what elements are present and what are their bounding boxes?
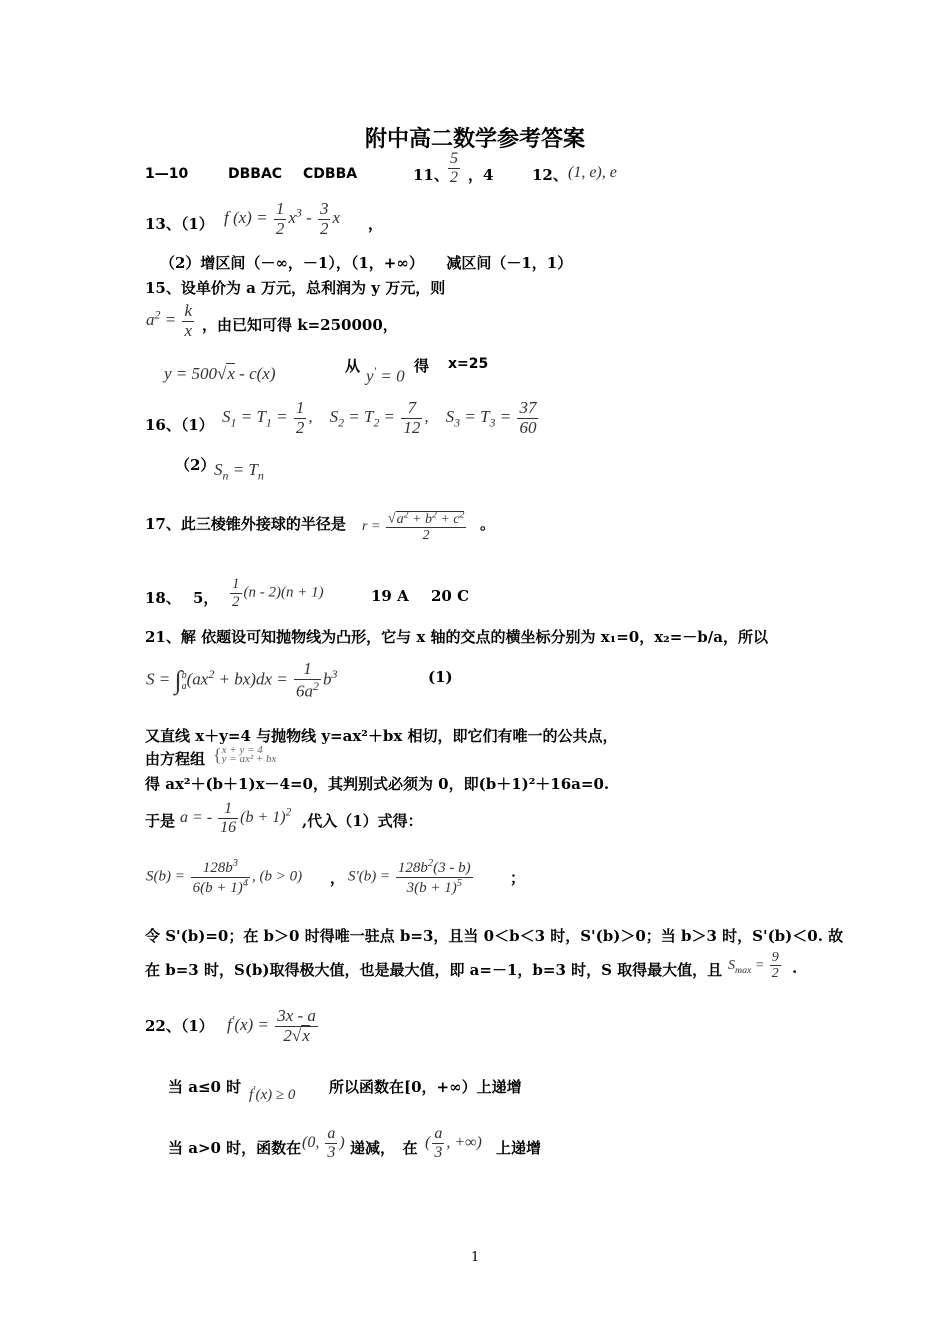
q19-answer: 19 A xyxy=(371,587,409,605)
q21-area-integral: S = ∫b $a(ax^2 + bx)dx$ = $\frac{1}{6a^2}$ $b^3$ xyxy=(146,659,338,701)
q13-label: 13、（1） xyxy=(145,215,214,233)
q21-tangent-text: 又直线 x＋y=4 与抛物线 y=ax²＋bx 相切，即它们有唯一的公共点， xyxy=(145,727,618,745)
q21-end: . xyxy=(792,959,798,977)
answers-6-10: CDBBA xyxy=(303,166,358,182)
q17-text: 17、此三棱锥外接球的半径是 xyxy=(145,515,346,533)
q15-de: 得 xyxy=(414,357,430,375)
q15-profit-formula: y = 500√x - c(x) xyxy=(164,364,276,383)
q16-part2-formula: $S_n = T_n$ xyxy=(214,460,264,483)
q15-result: x=25 xyxy=(448,356,489,372)
q22-label: 22、（1） xyxy=(145,1017,214,1035)
q16-part2-label: （2） xyxy=(175,456,216,474)
q15-derivative-zero: y′ = 0 xyxy=(366,364,405,386)
q15-given: ，由已知可得 k=250000， xyxy=(202,316,398,334)
q15-from: 从 xyxy=(345,357,361,375)
q12-answer: (1, e), e xyxy=(568,164,617,181)
q21-s-max: $S_{max}$ = $\frac{9}{2}$ xyxy=(728,950,779,982)
q11-fraction: $\frac{5}{2}$ xyxy=(450,150,458,186)
q21-conclusion-1: 令 S'(b)=0；在 b＞0 时得唯一驻点 b=3，且当 0＜b＜3 时，S'(b)＞0；当 b＞3 时，S'(b)＜0. 故 xyxy=(145,927,844,945)
q18-first-answer: 5， xyxy=(193,589,219,607)
q22-derivative: f′(x) = $\frac{3x - a}{2√x}$ xyxy=(227,1006,316,1045)
q11-second-answer: ，4 xyxy=(468,166,494,184)
q15-relation: $a^2$ = $\frac{k}{x}$ xyxy=(146,301,192,340)
q22-interval-increasing: ( $\frac{a}{3}$ , +∞) xyxy=(425,1125,482,1161)
q21-sub-suffix: ,代入（1）式得： xyxy=(302,812,423,830)
q22-case1-formula: f′(x) ≥ 0 xyxy=(249,1085,296,1103)
q22-case2-suffix: 上递增 xyxy=(496,1139,542,1157)
q21-conclusion-2: 在 b=3 时，S(b)取得极大值，也是最大值，即 a=－1，b=3 时，S 取得最大值，且 xyxy=(145,961,723,979)
q21-s-of-b: S(b) = $\frac{128b^3}{6(b + 1)^4}$ , (b > 0) xyxy=(146,858,303,896)
q16-part1-formulas: $S_1 = T_1$ = $\frac{1}{2}$ , $S_2 = T_2$ = $\frac{7}{12}$ , $S_3 = T_3$ = $\frac{37}{60}$ xyxy=(222,398,537,437)
q20-answer: 20 C xyxy=(431,587,470,605)
q17-end: 。 xyxy=(480,515,496,533)
page-title: 附中高二数学参考答案 xyxy=(365,126,586,152)
q21-intro: 21、解 依题设可知抛物线为凸形，它与 x 轴的交点的横坐标分别为 x₁=0，x₂=－b/a，所以 xyxy=(145,628,768,646)
q21-s-prime: S′(b) = $\frac{128b^2(3 - b)}{3(b + 1)^5}$ xyxy=(348,858,471,896)
q12-label: 12、 xyxy=(532,166,568,184)
system-eq-2: y = ax² + bx xyxy=(221,753,277,764)
q13-tail: ， xyxy=(368,215,384,233)
q22-case1-suffix: 所以函数在[0，+∞）上递增 xyxy=(329,1078,522,1096)
answer-range-label: 1—10 xyxy=(145,166,189,182)
q21-separator: ， xyxy=(330,869,346,887)
system-eq-1: x + y = 4 xyxy=(221,746,263,756)
q22-interval-decreasing: (0, $\frac{a}{3}$ ) xyxy=(302,1125,345,1161)
q15-intro: 15、设单价为 a 万元，总利润为 y 万元，则 xyxy=(145,279,446,297)
q21-semicolon: ； xyxy=(510,869,526,887)
q21-a-formula: a = - $\frac{1}{16}$ $(b + 1)^2$ xyxy=(180,800,292,836)
q21-system-label: 由方程组 xyxy=(145,750,206,768)
q16-label: 16、（1） xyxy=(145,416,214,434)
page-number: 1 xyxy=(471,1250,480,1265)
answers-1-5: DBBAC xyxy=(228,166,283,182)
q18-label: 18、 xyxy=(145,589,181,607)
q13-part2: （2）增区间（－∞，－1），（1，+∞） 减区间（－1，1） xyxy=(160,254,573,272)
q22-case1-prefix: 当 a≤0 时 xyxy=(168,1078,242,1096)
q18-formula: $\frac{1}{2}$ (n - 2)(n + 1) xyxy=(232,576,324,610)
q17-radius-formula: r = $\frac{√a^2 + b^2 + c^2}{2}$ xyxy=(362,509,465,544)
q21-equation-system: { x + y = 4 y = ax² + bx xyxy=(213,746,277,764)
q11-label: 11、 xyxy=(413,166,449,184)
q21-sub-prefix: 于是 xyxy=(145,812,176,830)
q21-eq-tag: (1) xyxy=(428,668,453,686)
q21-discriminant-text: 得 ax²＋(b＋1)x－4=0，其判别式必须为 0，即(b＋1)²＋16a=0. xyxy=(145,775,610,793)
q22-case2-prefix: 当 a>0 时，函数在 xyxy=(168,1139,302,1157)
q13-formula: f (x) = $\frac{1}{2}$ $x^3$ - $\frac{3}{2}$ x xyxy=(224,199,341,238)
q22-case2-mid: 递减， 在 xyxy=(350,1139,418,1157)
